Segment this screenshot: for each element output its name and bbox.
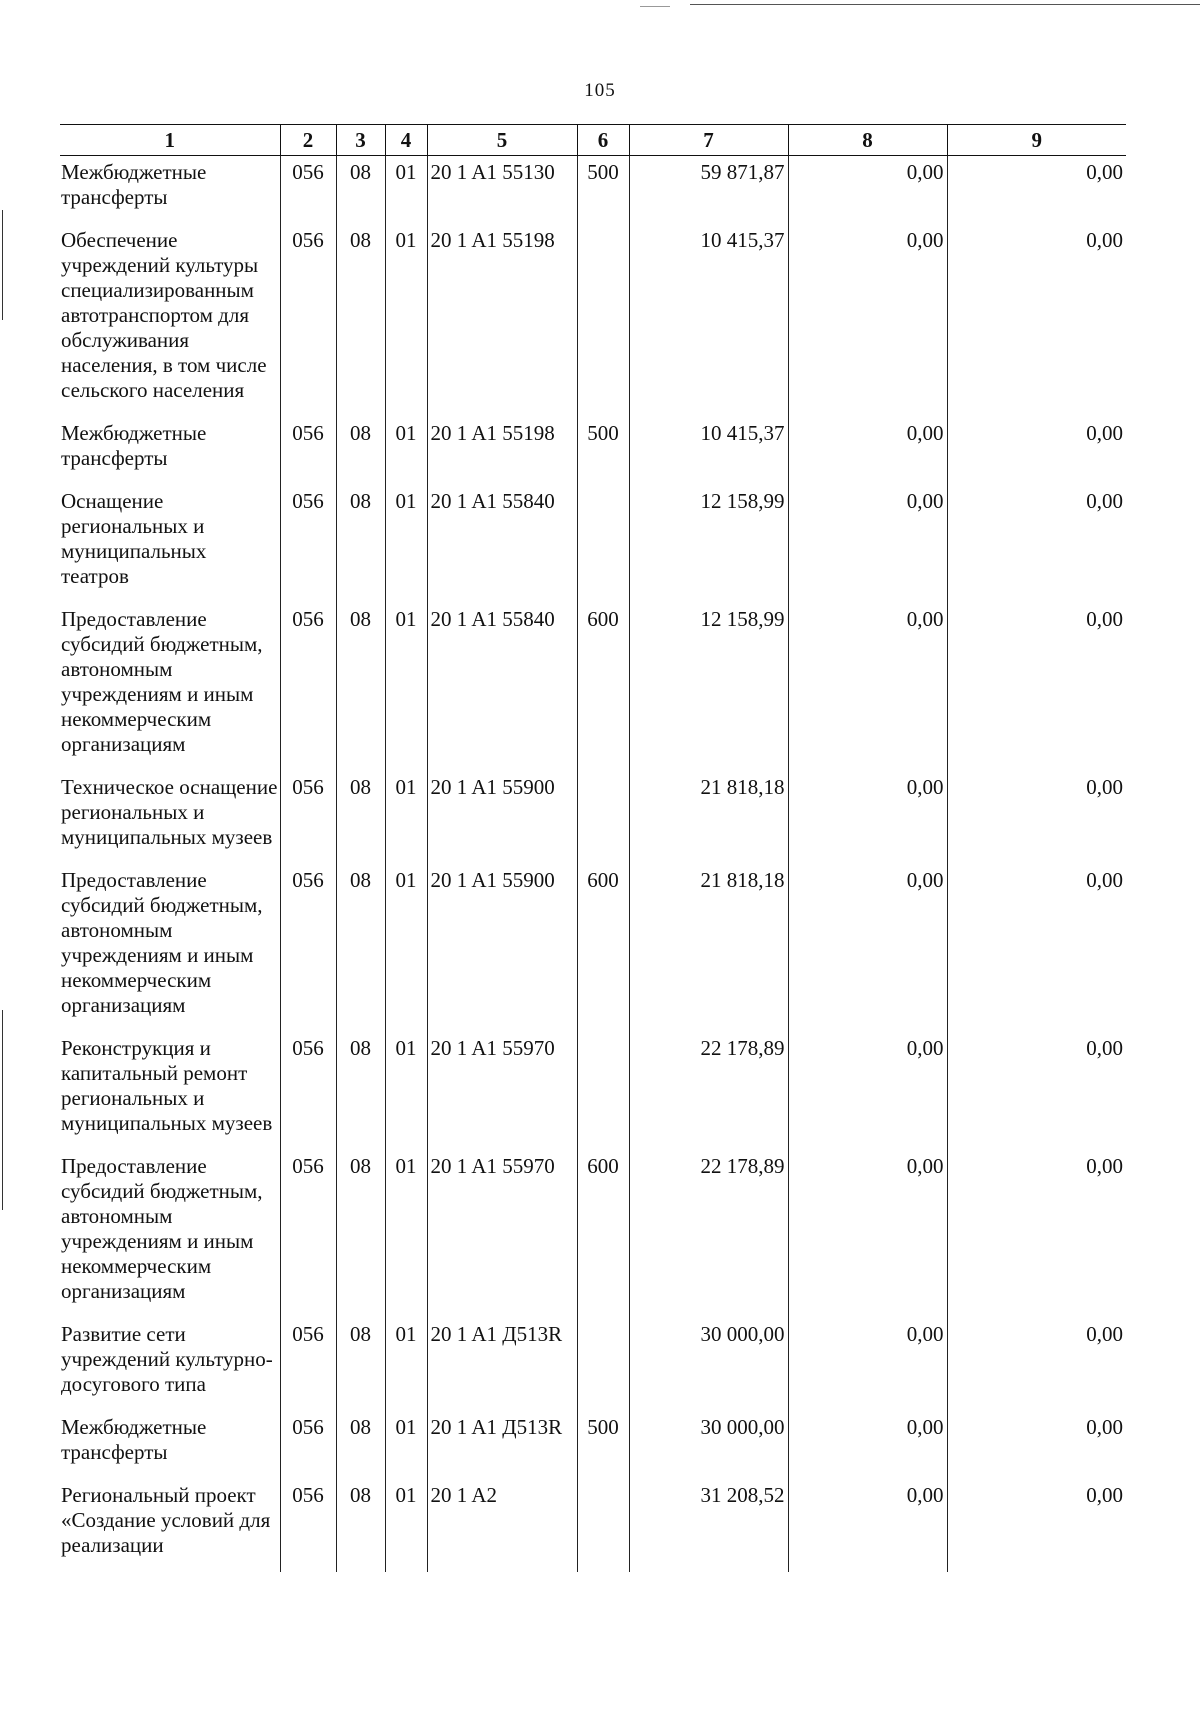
cell-name: Предоставление субсидий бюджетным, автономным учреждениям и иным некоммерческим организациям [61,868,263,1017]
cell-subsection: 01 [385,224,427,417]
cell-section: 08 [336,1411,385,1479]
table-body [60,156,1126,1573]
cell-section: 08 [336,771,385,864]
table-row [60,1032,1126,1150]
cell-amount-7: 10 415,37 [629,224,788,417]
page-number: 105 [584,80,616,101]
cell-section: 08 [336,1479,385,1572]
cell-subsection: 01 [385,864,427,1032]
header-col-3: 3 [336,125,385,156]
cell-amount-8: 0,00 [788,224,947,417]
table-row [60,603,1126,771]
cell-name: Межбюджетные трансферты [61,1415,207,1464]
scan-mark [2,210,3,320]
cell-amount-8: 0,00 [788,156,947,225]
table-row [60,156,1126,225]
cell-amount-9: 0,00 [947,485,1126,603]
cell-expense-type: 600 [577,603,629,771]
table-row [60,224,1126,417]
cell-amount-9: 0,00 [947,156,1126,225]
cell-amount-7: 30 000,00 [629,1411,788,1479]
cell-amount-7: 21 818,18 [629,864,788,1032]
cell-subsection: 01 [385,1318,427,1411]
cell-target-article: 20 1 A1 55198 [427,417,577,485]
table-row [60,771,1126,864]
cell-section: 08 [336,603,385,771]
cell-section: 08 [336,1318,385,1411]
cell-amount-7: 12 158,99 [629,485,788,603]
cell-amount-9: 0,00 [947,771,1126,864]
header-col-8: 8 [788,125,947,156]
cell-amount-7: 30 000,00 [629,1318,788,1411]
cell-grbs: 056 [280,1318,336,1411]
cell-expense-type [577,485,629,603]
cell-section: 08 [336,864,385,1032]
table-row [60,485,1126,603]
cell-name: Межбюджетные трансферты [61,421,207,470]
cell-amount-7: 22 178,89 [629,1032,788,1150]
cell-amount-7: 12 158,99 [629,603,788,771]
cell-grbs: 056 [280,771,336,864]
table-row [60,1318,1126,1411]
cell-subsection: 01 [385,1411,427,1479]
cell-amount-9: 0,00 [947,1411,1126,1479]
cell-amount-8: 0,00 [788,485,947,603]
cell-amount-8: 0,00 [788,1032,947,1150]
cell-subsection: 01 [385,1032,427,1150]
cell-name: Региональный проект «Создание условий для реализации [61,1483,271,1557]
cell-amount-9: 0,00 [947,1318,1126,1411]
cell-amount-9: 0,00 [947,417,1126,485]
cell-grbs: 056 [280,1411,336,1479]
cell-amount-8: 0,00 [788,771,947,864]
cell-target-article: 20 1 A1 55970 [427,1150,577,1318]
table-header-row [60,125,1126,156]
cell-section: 08 [336,1032,385,1150]
table-row [60,1150,1126,1318]
cell-grbs: 056 [280,603,336,771]
cell-amount-9: 0,00 [947,224,1126,417]
cell-section: 08 [336,1150,385,1318]
cell-amount-9: 0,00 [947,1479,1126,1572]
table-row [60,1479,1126,1572]
cell-amount-7: 10 415,37 [629,417,788,485]
cell-amount-9: 0,00 [947,864,1126,1032]
cell-grbs: 056 [280,1032,336,1150]
cell-amount-8: 0,00 [788,1150,947,1318]
cell-amount-8: 0,00 [788,1411,947,1479]
cell-expense-type [577,224,629,417]
cell-amount-7: 21 818,18 [629,771,788,864]
cell-amount-8: 0,00 [788,1318,947,1411]
cell-target-article: 20 1 A1 55840 [427,485,577,603]
cell-amount-9: 0,00 [947,1150,1126,1318]
table-row [60,1411,1126,1479]
cell-expense-type: 600 [577,1150,629,1318]
cell-target-article: 20 1 A1 Д513R [427,1411,577,1479]
cell-grbs: 056 [280,485,336,603]
cell-name: Предоставление субсидий бюджетным, автономным учреждениям и иным некоммерческим организациям [61,607,263,756]
cell-grbs: 056 [280,1479,336,1572]
cell-amount-8: 0,00 [788,417,947,485]
scan-mark [690,4,1200,5]
cell-expense-type [577,1318,629,1411]
cell-target-article: 20 1 A1 55198 [427,224,577,417]
cell-section: 08 [336,156,385,225]
cell-target-article: 20 1 A1 55130 [427,156,577,225]
cell-expense-type: 500 [577,417,629,485]
cell-amount-8: 0,00 [788,864,947,1032]
cell-section: 08 [336,485,385,603]
cell-subsection: 01 [385,156,427,225]
cell-expense-type [577,1032,629,1150]
cell-target-article: 20 1 A1 55970 [427,1032,577,1150]
cell-amount-8: 0,00 [788,603,947,771]
cell-target-article: 20 1 A2 [427,1479,577,1572]
cell-expense-type: 500 [577,156,629,225]
cell-amount-7: 59 871,87 [629,156,788,225]
cell-expense-type: 600 [577,864,629,1032]
cell-expense-type: 500 [577,1411,629,1479]
header-col-4: 4 [385,125,427,156]
cell-grbs: 056 [280,417,336,485]
budget-table [60,124,1126,1572]
header-col-7: 7 [629,125,788,156]
cell-amount-7: 22 178,89 [629,1150,788,1318]
scan-mark [2,1010,3,1210]
cell-grbs: 056 [280,224,336,417]
header-col-5: 5 [427,125,577,156]
cell-name: Техническое оснащение региональных и муниципальных музеев [61,775,278,849]
cell-section: 08 [336,224,385,417]
cell-amount-8: 0,00 [788,1479,947,1572]
cell-grbs: 056 [280,1150,336,1318]
cell-target-article: 20 1 A1 55900 [427,864,577,1032]
cell-subsection: 01 [385,771,427,864]
cell-subsection: 01 [385,485,427,603]
cell-amount-9: 0,00 [947,1032,1126,1150]
header-col-9: 9 [947,125,1126,156]
table-row [60,417,1126,485]
cell-name: Предоставление субсидий бюджетным, автономным учреждениям и иным некоммерческим организациям [61,1154,263,1303]
cell-name: Обеспечение учреждений культуры специализированным автотранспортом для обслуживания населения, в том числе сельского населения [61,228,267,402]
cell-subsection: 01 [385,417,427,485]
cell-subsection: 01 [385,1479,427,1572]
cell-target-article: 20 1 A1 55840 [427,603,577,771]
cell-amount-7: 31 208,52 [629,1479,788,1572]
cell-target-article: 20 1 A1 Д513R [427,1318,577,1411]
cell-subsection: 01 [385,603,427,771]
header-col-6: 6 [577,125,629,156]
cell-section: 08 [336,417,385,485]
cell-name: Межбюджетные трансферты [61,160,207,209]
cell-grbs: 056 [280,864,336,1032]
cell-name: Реконструкция и капитальный ремонт региональных и муниципальных музеев [61,1036,273,1135]
cell-subsection: 01 [385,1150,427,1318]
header-col-2: 2 [280,125,336,156]
table-row [60,864,1126,1032]
cell-target-article: 20 1 A1 55900 [427,771,577,864]
cell-name: Оснащение региональных и муниципальных театров [61,489,207,588]
header-col-1: 1 [60,125,280,156]
cell-grbs: 056 [280,156,336,225]
cell-name: Развитие сети учреждений культурно-досугового типа [61,1322,273,1396]
cell-expense-type [577,1479,629,1572]
cell-expense-type [577,771,629,864]
cell-amount-9: 0,00 [947,603,1126,771]
scan-mark [640,6,670,7]
